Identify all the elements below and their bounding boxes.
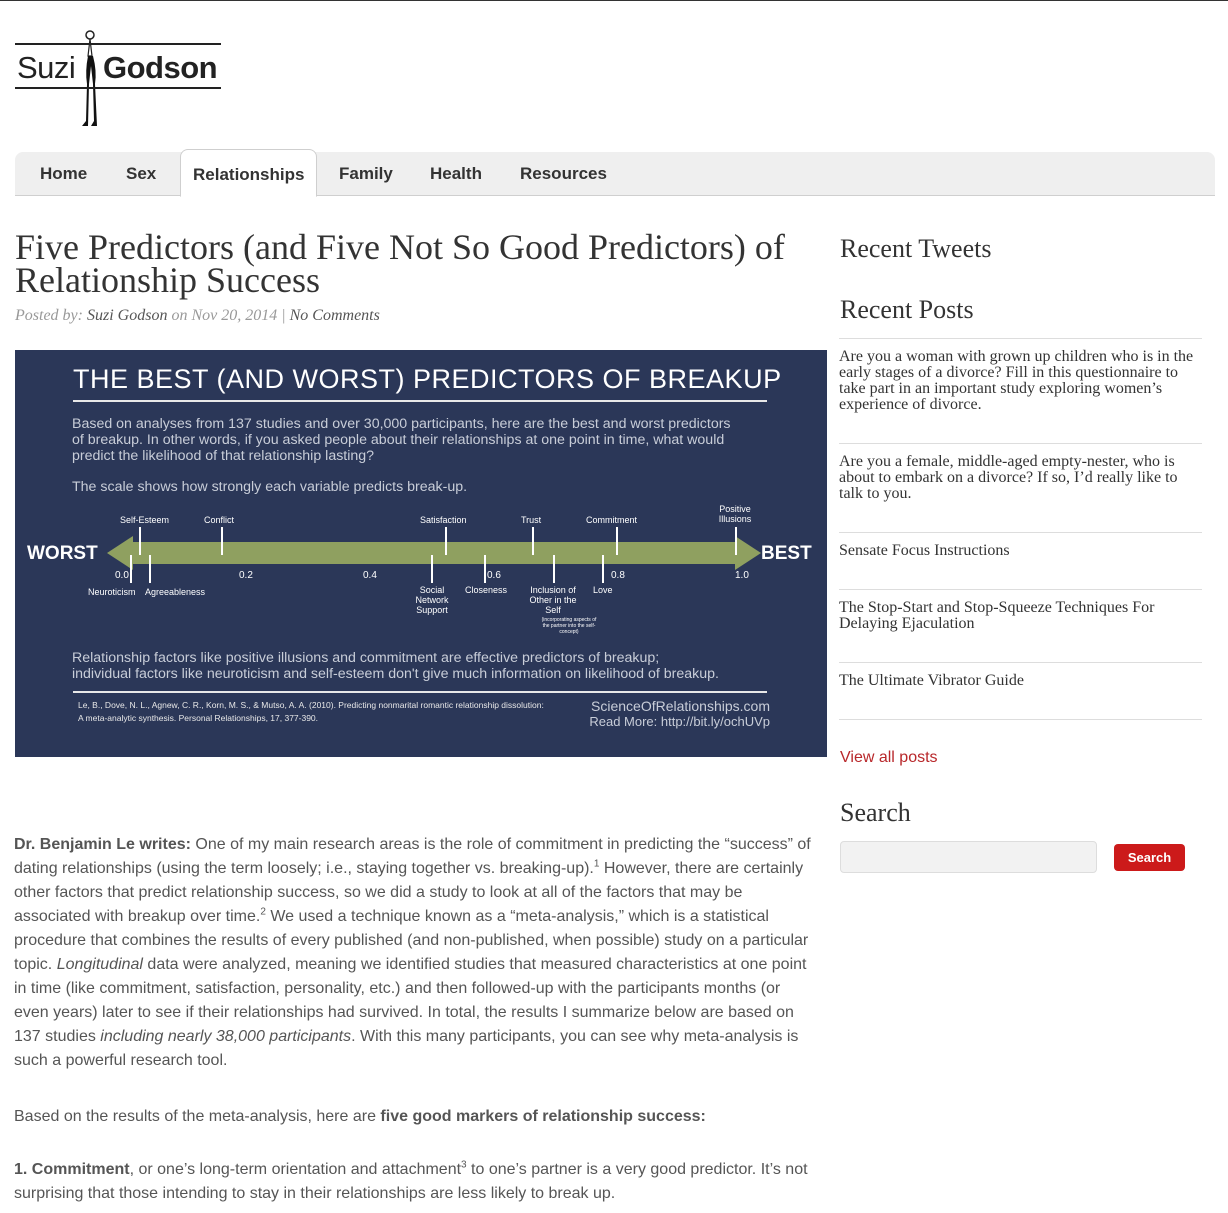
para1-lead: Dr. Benjamin Le writes:	[14, 836, 191, 853]
para1-text-3: We used a technique known as a “meta-analysis,” which is a statistical procedure that combines the results of every published (and non-published, when possible) study on a particular topic.	[14, 908, 809, 973]
tick-self-esteem	[139, 527, 141, 555]
logo-first-name: Suzi	[17, 50, 76, 85]
label-inclusion-of-other: Inclusion of Other in the Self	[529, 585, 577, 615]
infographic-summary-1: Relationship factors like positive illusions and commitment are effective predictors of breakup;	[72, 650, 660, 666]
infographic-citation-2: A meta-analytic synthesis. Personal Relationships, 17, 377-390.	[78, 713, 319, 723]
infographic-rule-bottom	[73, 691, 767, 693]
nav-home[interactable]: Home	[40, 164, 88, 183]
recent-post-item[interactable]: Are you a female, middle-aged empty-nester, who is about to embark on a divorce? If so, I’d really like to talk to you.	[839, 443, 1202, 532]
infographic-scale-note: The scale shows how strongly each variable predicts break-up.	[72, 479, 468, 495]
nav-resources[interactable]: Resources	[520, 164, 607, 183]
axis-0-0: 0.0	[115, 570, 129, 581]
infographic-read-more: Read More: http://bit.ly/ochUVp	[589, 714, 770, 729]
nav-health[interactable]: Health	[430, 164, 482, 183]
para3-text-1: , or one’s long-term orientation and attachment	[129, 1161, 462, 1178]
logo-last-name: Godson	[103, 50, 218, 85]
label-inclusion-note: (incorporating aspects of the partner into the self-concept)	[541, 617, 597, 635]
axis-0-6: 0.6	[487, 570, 501, 581]
article-title: Five Predictors (and Five Not So Good Predictors) of Relationship Success	[15, 227, 785, 300]
article-paragraph-2	[14, 1105, 814, 1129]
scale-best-label: BEST	[761, 543, 812, 564]
tick-agreeableness	[149, 555, 151, 583]
para1-text-2: However, there are certainly other factors that predict relationship success, so we did a study to look at all of the factors that may be associated with breakup over time.	[14, 860, 804, 925]
axis-0-8: 0.8	[611, 570, 625, 581]
article-paragraph-1	[14, 833, 814, 1073]
infographic-intro-2: of breakup. In other words, if you asked people about their relationships at one point in time, what would	[72, 432, 725, 448]
label-love: Love	[593, 585, 613, 595]
footnote-ref-2[interactable]: 2	[260, 906, 266, 918]
label-agreeableness: Agreeableness	[145, 587, 206, 597]
recent-post-item[interactable]: The Ultimate Vibrator Guide	[839, 662, 1202, 719]
label-satisfaction: Satisfaction	[420, 515, 467, 525]
tick-closeness	[484, 555, 486, 583]
search-input[interactable]	[840, 841, 1097, 873]
label-self-esteem: Self-Esteem	[120, 515, 170, 525]
footnote-ref-3[interactable]: 3	[461, 1159, 467, 1171]
recent-posts-title: Recent Posts	[840, 295, 974, 324]
recent-posts-divider	[839, 719, 1202, 720]
label-conflict: Conflict	[204, 515, 235, 525]
para2-bold: five good markers of relationship success:	[380, 1108, 706, 1125]
para3-bold: 1. Commitment	[14, 1161, 130, 1178]
axis-0-4: 0.4	[363, 570, 377, 581]
infographic-title: THE BEST (AND WORST) PREDICTORS OF BREAKUP	[73, 364, 782, 394]
para2-text: Based on the results of the meta-analysis, here are	[14, 1108, 381, 1125]
label-commitment: Commitment	[586, 515, 638, 525]
tick-conflict	[221, 527, 223, 555]
para1-text-4: data were analyzed, meaning we identified studies that measured characteristics at one point in time (like commitment, satisfaction, personality, etc.) and then followed-up with the participants months (or even years) later to see if their relationships had survived. In total, the results I summarize below are based on 137 studies	[14, 956, 807, 1045]
tick-satisfaction	[445, 527, 447, 555]
scale-arrow-right	[735, 536, 761, 570]
site-logo[interactable]	[15, 26, 225, 131]
label-closeness: Closeness	[465, 585, 508, 595]
label-social-network-support: Social Network Support	[415, 585, 449, 615]
tick-commitment	[616, 527, 618, 555]
infographic-intro-3: predict the likelihood of that relationship lasting?	[72, 448, 375, 464]
recent-post-item[interactable]: The Stop-Start and Stop-Squeeze Techniques For Delaying Ejaculation	[839, 589, 1202, 662]
recent-posts-list	[839, 338, 1202, 720]
axis-1-0: 1.0	[735, 570, 749, 581]
label-neuroticism: Neuroticism	[88, 587, 136, 597]
breakup-predictors-infographic	[15, 350, 827, 757]
para3-text-2: to one’s partner is a very good predictor. It’s not surprising that those intending to stay in their relationships are less likely to break up.	[14, 1161, 808, 1202]
tick-inclusion	[553, 555, 555, 583]
tick-social-network	[431, 555, 433, 583]
recent-tweets-title: Recent Tweets	[840, 234, 992, 263]
footnote-ref-1[interactable]: 1	[593, 858, 600, 870]
article-meta	[15, 307, 380, 325]
nav-family[interactable]: Family	[339, 164, 393, 183]
infographic-citation-1: Le, B., Dove, N. L., Agnew, C. R., Korn, M. S., & Mutso, A. A. (2010). Predicting nonmarital romantic relationship dissolution:	[78, 700, 544, 710]
search-title: Search	[840, 798, 911, 827]
main-nav	[15, 152, 1215, 196]
tick-love	[602, 555, 604, 583]
para1-text-5: . With this many participants, you can see why meta-analysis is such a powerful research tool.	[14, 1028, 799, 1069]
tick-neuroticism	[130, 555, 132, 583]
woman-figure-icon	[79, 26, 103, 129]
infographic-intro-1: Based on analyses from 137 studies and over 30,000 participants, here are the best and worst predictors	[72, 416, 731, 432]
tick-trust	[532, 527, 534, 555]
search-button[interactable]: Search	[1114, 844, 1185, 871]
recent-post-item[interactable]: Sensate Focus Instructions	[839, 532, 1202, 589]
meta-separator: |	[281, 307, 286, 324]
infographic-site: ScienceOfRelationships.com	[591, 698, 770, 714]
scale-worst-label: WORST	[27, 543, 98, 564]
para1-emphasis-2: including nearly 38,000 participants	[100, 1028, 352, 1045]
para1-text-1: One of my main research areas is the role of commitment in predicting the “success” of dating relationships (using the term loosely; i.e., staying together vs. breaking-up).	[14, 836, 811, 877]
label-trust: Trust	[521, 515, 542, 525]
axis-0-2: 0.2	[239, 570, 253, 581]
label-positive-illusions: Positive Illusions	[718, 504, 752, 524]
meta-author-link[interactable]: Suzi Godson	[86, 307, 168, 324]
view-all-posts-link[interactable]: View all posts	[840, 749, 938, 766]
tick-positive-illusions	[735, 527, 737, 555]
infographic-summary-2: individual factors like neuroticism and self-esteem don't give much information on likelihood of breakup.	[72, 666, 719, 682]
recent-post-item[interactable]: Are you a woman with grown up children who is in the early stages of a divorce? Fill in this questionnaire to take part in an important study exploring women’s experience of divorce.	[839, 338, 1202, 443]
nav-sex[interactable]: Sex	[126, 164, 157, 183]
infographic-rule-top	[73, 400, 767, 402]
nav-relationships[interactable]: Relationships	[180, 149, 317, 197]
para1-emphasis-1: Longitudinal	[56, 956, 143, 973]
meta-comments-link[interactable]: No Comments	[289, 307, 380, 324]
article-paragraph-3	[14, 1158, 814, 1206]
meta-on: on	[171, 307, 188, 324]
meta-posted-by: Posted by:	[15, 307, 83, 324]
meta-date: Nov 20, 2014	[191, 307, 278, 324]
